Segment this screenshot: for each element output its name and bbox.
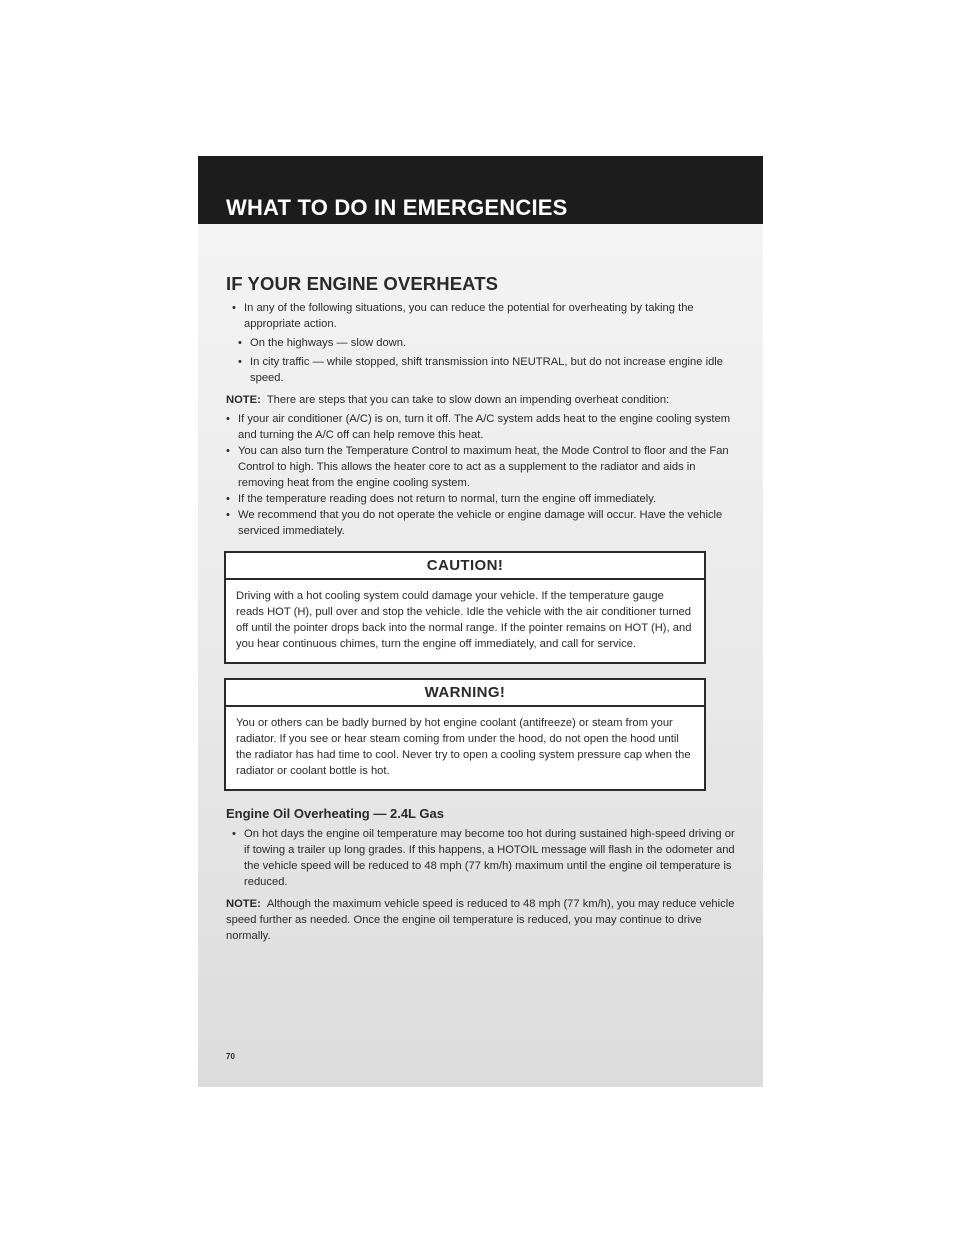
intro-bullet: • In any of the following situations, you can reduce the potential for overheating by taking the appropriate action.: [232, 300, 738, 332]
warning-box: [224, 678, 706, 791]
page-content: [226, 272, 738, 947]
caution-text: Driving with a hot cooling system could damage your vehicle. If the temperature gauge reads HOT (H), pull over and stop the vehicle. Idle the vehicle with the air conditioner turned off until the pointer drops back into the normal range. If the pointer remains on HOT (H), and you hear continuous chimes, turn the engine off immediately, and call for service.: [236, 590, 692, 650]
oil-overheat-bullet: • On hot days the engine oil temperature may become too hot during sustained high-speed driving or if towing a trailer up long grades. If this happens, a HOTOIL message will flash in the odometer and the vehicle speed will be reduced to 48 mph (77 km/h) maximum until the engine oil temperature is reduced.: [232, 826, 738, 890]
note-bullet: • We recommend that you do not operate the vehicle or engine damage will occur. Have the vehicle serviced immediately.: [226, 507, 738, 539]
note-text: Although the maximum vehicle speed is reduced to 48 mph (77 km/h), you may reduce vehicle speed further as needed. Once the engine oil temperature is reduced, you may continue to drive normally.: [226, 898, 735, 942]
note-label: NOTE:: [226, 898, 261, 910]
note-oil-speed: [226, 896, 738, 944]
chapter-title: WHAT TO DO IN EMERGENCIES: [226, 195, 568, 220]
page-number: 70: [226, 1052, 235, 1061]
caution-title: CAUTION!: [226, 553, 704, 580]
manual-page: [198, 156, 763, 1087]
header-bar: [198, 156, 763, 224]
warning-text: You or others can be badly burned by hot engine coolant (antifreeze) or steam from your radiator. If you see or hear steam coming from under the hood, do not open the hood until the radiator has had time to cool. Never try to open a cooling system pressure cap when the radiator or coolant bottle is hot.: [236, 717, 691, 777]
note-overheat-steps: [226, 392, 738, 408]
note-text: There are steps that you can take to slow down an impending overheat condition:: [266, 394, 670, 406]
note-bullet: • If the temperature reading does not return to normal, turn the engine off immediately.: [226, 491, 738, 507]
warning-title: WARNING!: [226, 680, 704, 707]
sub-bullet-highways: • On the highways — slow down.: [238, 335, 738, 351]
sub-bullet-city-traffic: • In city traffic — while stopped, shift transmission into NEUTRAL, but do not increase engine idle speed.: [238, 354, 738, 386]
section-title: IF YOUR ENGINE OVERHEATS: [226, 273, 499, 294]
caution-box: [224, 551, 706, 664]
note-label: NOTE:: [226, 394, 261, 406]
note-bullet: • You can also turn the Temperature Control to maximum heat, the Mode Control to floor and the Fan Control to high. This allows the heater core to act as a supplement to the radiator and aids in removing heat from the engine cooling system.: [226, 443, 738, 491]
note-bullet: • If your air conditioner (A/C) is on, turn it off. The A/C system adds heat to the engine cooling system and turning the A/C off can help remove this heat.: [226, 411, 738, 443]
subsection-title: Engine Oil Overheating — 2.4L Gas: [226, 806, 444, 821]
